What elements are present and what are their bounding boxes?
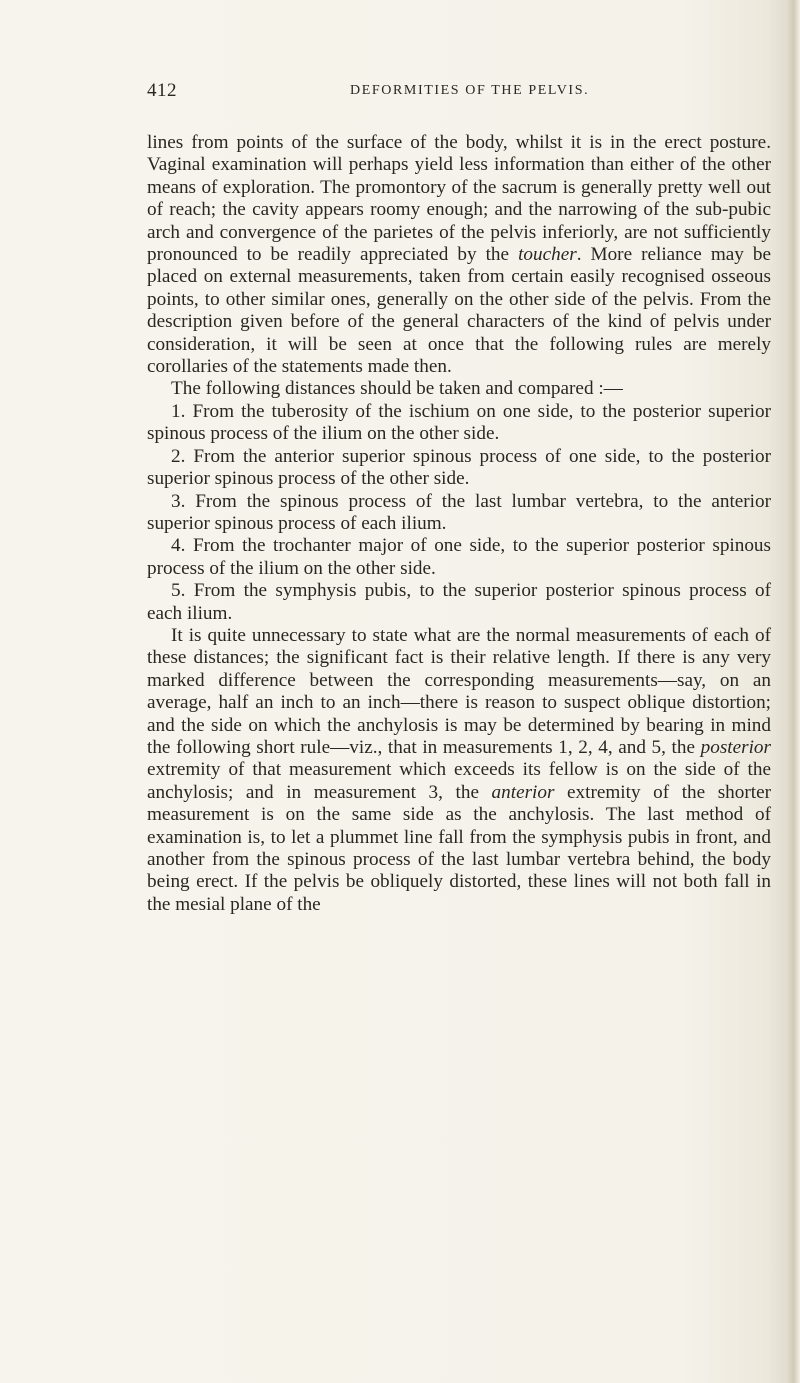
text-run: extremity of the shorter measurement is on the same side as the anchylosis. The last method of examination is, to let a plummet line fall from the symphysis pubis in front, and another from the spinous process of the last lumbar vertebra behind, the body being erect. If the pelvis be obliquely distorted, these lines will not both fall in the mesial plane of the	[147, 781, 771, 915]
running-head: DEFORMITIES OF THE PELVIS.	[350, 83, 590, 98]
list-item-3: 3. From the spinous process of the last lumbar vertebra, to the anterior superior spinous process of each ilium.	[147, 490, 771, 534]
italic-term: anterior	[491, 781, 555, 803]
text-run: lines from points of the surface of the body, whilst it is in the erect posture. Vaginal examination will perhaps yield less information than either of the other means of exploration. The promontory of the sacrum is generally pretty well out of reach; the cavity appears roomy enough; and the narrowing of the sub-pubic arch and convergence of the parietes of the pelvis inferiorly, are not sufficiently pronounced to be readily appreciated by the	[147, 132, 771, 266]
page-edge-shadow	[786, 0, 800, 1383]
body-text	[147, 132, 771, 916]
list-item-5: 5. From the symphysis pubis, to the superior posterior spinous process of each ilium.	[147, 580, 771, 624]
paragraph-measurements	[147, 625, 771, 916]
list-item-1: 1. From the tuberosity of the ischium on one side, to the posterior superior spinous process of the ilium on the other side.	[147, 400, 771, 445]
list-item-2: 2. From the anterior superior spinous process of one side, to the posterior superior spinous process of the other side.	[147, 445, 771, 490]
paragraph-continued	[147, 132, 771, 378]
text-run: extremity of that measurement which exceeds its fellow is on the side of the anchylosis; and in measurement 3, the	[147, 759, 771, 803]
list-item-4: 4. From the trochanter major of one side, to the superior posterior spinous process of the ilium on the other side.	[147, 535, 771, 579]
italic-term: toucher	[518, 244, 577, 266]
text-run: It is quite unnecessary to state what are the normal measurements of each of these distances; the significant fact is their relative length. If there is any very marked difference between the corresponding measurements—say, on an average, half an inch to an inch—there is reason to suspect oblique distortion; and the side on which the anchylosis is may be determined by bearing in mind the following short rule—viz., that in measurements 1, 2, 4, and 5, the	[147, 624, 771, 758]
italic-term: posterior	[700, 736, 771, 758]
paragraph-distances-intro: The following distances should be taken and compared :—	[171, 378, 623, 400]
page-header	[147, 80, 772, 104]
text-run: . More reliance may be placed on external measurements, taken from certain easily recognised osseous points, to other similar ones, generally on the other side of the pelvis. From the description given before of the general characters of the kind of pelvis under consideration, it will be seen at once that the following rules are merely corollaries of the statements made then.	[147, 244, 771, 378]
page-number: 412	[147, 80, 177, 101]
